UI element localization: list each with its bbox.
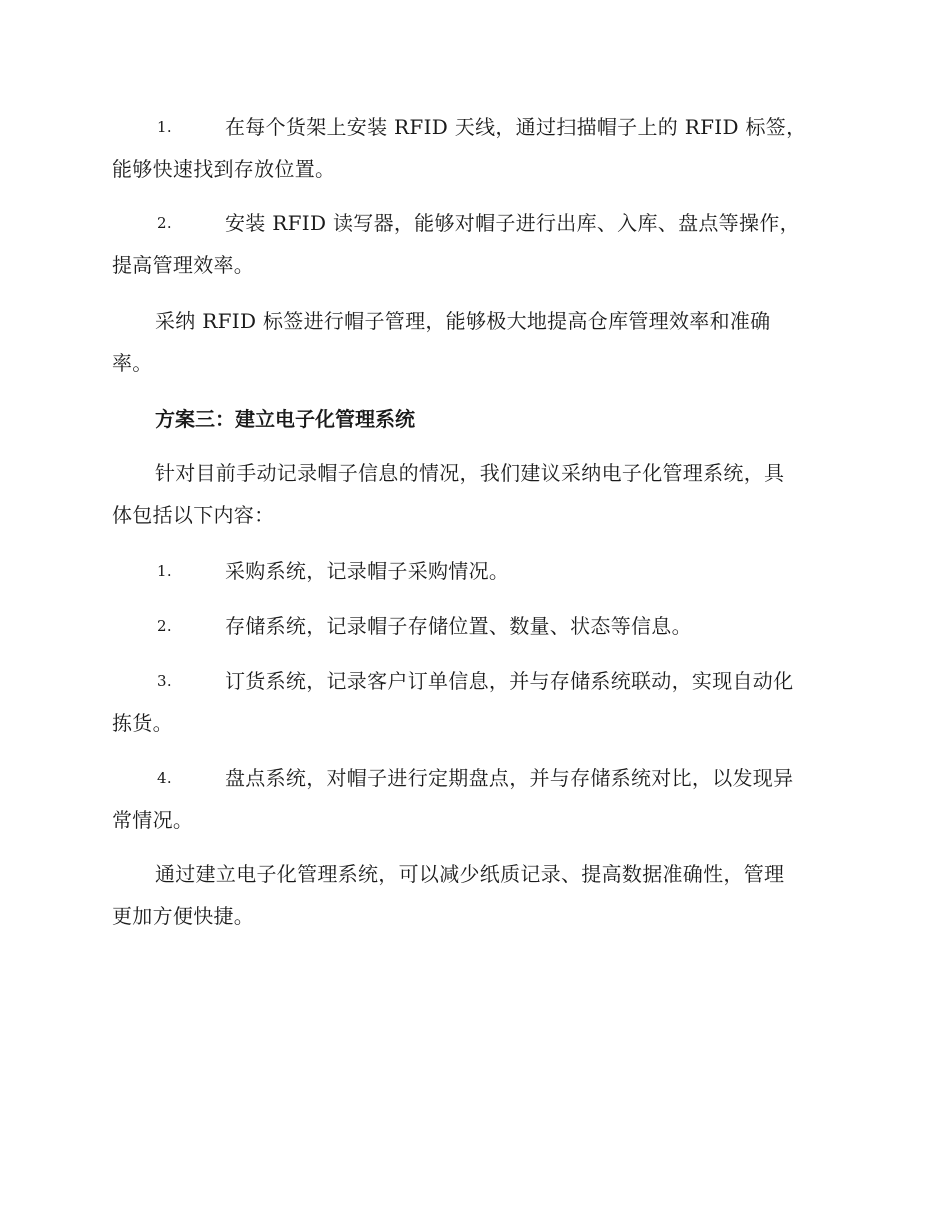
list-text-line2: 常情况。 bbox=[112, 808, 194, 832]
list-number: 1. bbox=[157, 118, 172, 136]
list-text-line2: 提高管理效率。 bbox=[112, 253, 255, 277]
list-item bbox=[112, 106, 834, 190]
paragraph-line1: 通过建立电子化管理系统，可以减少纸质记录、提高数据准确性，管理 bbox=[155, 862, 785, 886]
list-number: 2. bbox=[157, 617, 172, 635]
list-text-line1: 盘点系统，对帽子进行定期盘点，并与存储系统对比，以发现异 bbox=[225, 766, 794, 790]
list-item bbox=[112, 605, 834, 647]
list-number: 1. bbox=[157, 562, 172, 580]
paragraph-line2: 体包括以下内容： bbox=[112, 503, 275, 527]
list-number: 2. bbox=[157, 214, 172, 232]
paragraph-line2: 更加方便快捷。 bbox=[112, 904, 255, 928]
list-item bbox=[112, 660, 834, 744]
list-item bbox=[112, 550, 834, 592]
paragraph-line1: 采纳 RFID 标签进行帽子管理，能够极大地提高仓库管理效率和准确 bbox=[155, 309, 771, 333]
list-number: 3. bbox=[157, 672, 172, 690]
list-text-line1: 在每个货架上安装 RFID 天线，通过扫描帽子上的 RFID 标签， bbox=[225, 115, 807, 139]
list-item bbox=[112, 757, 834, 841]
list-text-line2: 能够快速找到存放位置。 bbox=[112, 157, 336, 181]
list-item bbox=[112, 202, 834, 286]
list-number: 4. bbox=[157, 769, 172, 787]
list-text-line1: 采购系统，记录帽子采购情况。 bbox=[225, 559, 510, 583]
paragraph-line1: 针对目前手动记录帽子信息的情况，我们建议采纳电子化管理系统，具 bbox=[155, 461, 785, 485]
paragraph-line2: 率。 bbox=[112, 351, 153, 375]
paragraph bbox=[112, 300, 834, 384]
list-text-line1: 存储系统，记录帽子存储位置、数量、状态等信息。 bbox=[225, 614, 692, 638]
list-text-line2: 拣货。 bbox=[112, 711, 173, 735]
paragraph bbox=[112, 452, 834, 536]
list-text-line1: 安装 RFID 读写器，能够对帽子进行出库、入库、盘点等操作， bbox=[225, 211, 800, 235]
paragraph bbox=[112, 853, 834, 937]
list-text-line1: 订货系统，记录客户订单信息，并与存储系统联动，实现自动化 bbox=[225, 669, 794, 693]
section-heading: 方案三：建立电子化管理系统 bbox=[155, 407, 415, 431]
